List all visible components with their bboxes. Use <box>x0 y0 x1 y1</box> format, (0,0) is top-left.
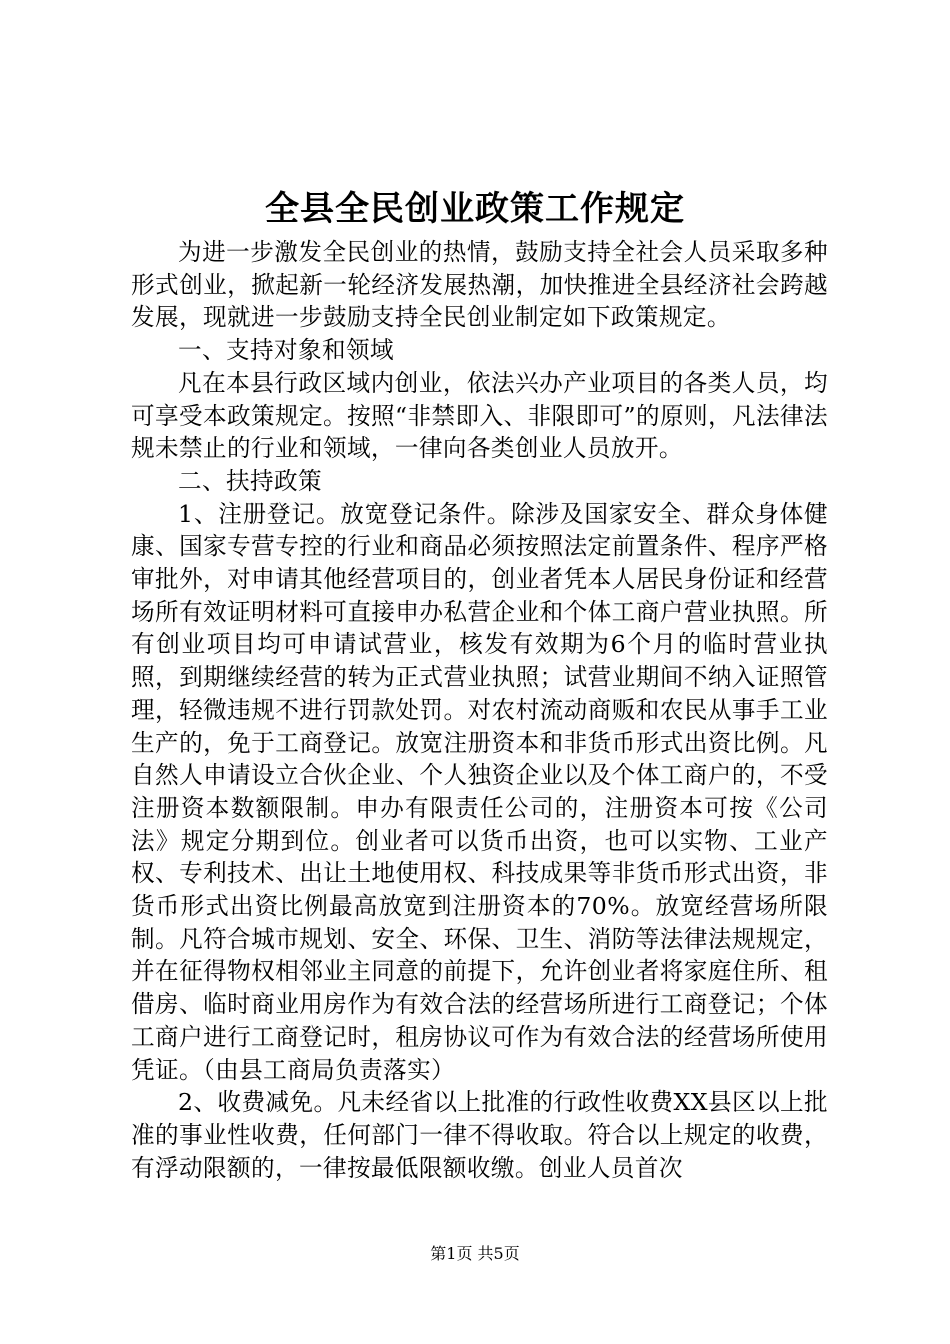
support-scope-paragraph: 凡在本县行政区域内创业，依法兴办产业项目的各类人员，均可享受本政策规定。按照“非禁即入、非限即可”的原则，凡法律法规未禁止的行业和领域，一律向各类创业人员放开。 <box>131 368 828 463</box>
section-heading-support-policy: 二、扶持政策 <box>178 466 322 495</box>
intro-paragraph: 为进一步激发全民创业的热情，鼓励支持全社会人员采取多种形式创业，掀起新一轮经济发展热潮，加快推进全县经济社会跨越发展，现就进一步鼓励支持全民创业制定如下政策规定。 <box>131 238 828 332</box>
document-title: 全县全民创业政策工作规定 <box>265 189 685 229</box>
document-body <box>131 236 828 1184</box>
fee-reduction-paragraph: 2、收费减免。凡未经省以上批准的行政性收费XX县区以上批准的事业性收费，任何部门一律不得收取。符合以上规定的收费，有浮动限额的，一律按最低限额收缴。创业人员首次 <box>131 1088 828 1182</box>
section-heading-support-scope: 一、支持对象和领域 <box>178 336 394 365</box>
page-number-footer: 第1页 共5页 <box>430 1244 520 1263</box>
registration-paragraph: 1、注册登记。放宽登记条件。除涉及国家安全、群众身体健康、国家专营专控的行业和商品必须按照法定前置条件、程序严格审批外，对申请其他经营项目的，创业者凭本人居民身份证和经营场所有效证明材料可直接申办私营企业和个体工商户营业执照。所有创业项目均可申请试营业，核发有效期为6个月的临时营业执照，到期继续经营的转为正式营业执照；试营业期间不纳入证照管理，轻微违规不进行罚款处罚。对农村流动商贩和农民从事手工业生产的，免于工商登记。放宽注册资本和非货币形式出资比例。凡自然人申请设立合伙企业、个人独资企业以及个体工商户的，不受注册资本数额限制。申办有限责任公司的，注册资本可按《公司法》规定分期到位。创业者可以货币出资，也可以实物、工业产权、专利技术、出让土地使用权、科技成果等非货币形式出资，非货币形式出资比例最高放宽到注册资本的70%。放宽经营场所限制。凡符合城市规划、安全、环保、卫生、消防等法律法规规定，并在征得物权相邻业主同意的前提下，允许创业者将家庭住所、租借房、临时商业用房作为有效合法的经营场所进行工商登记；个体工商户进行工商登记时，租房协议可作为有效合法的经营场所使用凭证。（由县工商局负责落实） <box>131 499 828 1084</box>
